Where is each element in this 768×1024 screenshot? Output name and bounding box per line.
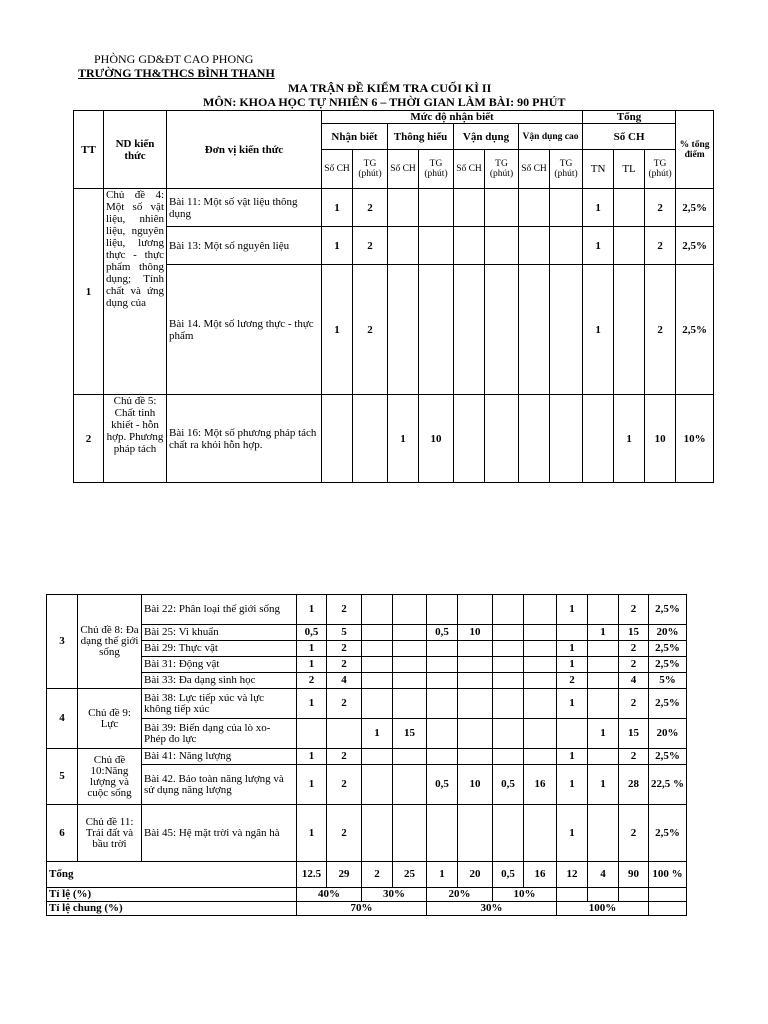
cell [458, 673, 493, 689]
department-name: PHÒNG GD&ĐT CAO PHONG [94, 52, 254, 66]
cell [614, 227, 645, 265]
cell [519, 265, 550, 395]
cell [419, 265, 454, 395]
cell [362, 673, 393, 689]
cell: 1 [322, 265, 353, 395]
cell: 40% [297, 888, 362, 902]
total-row [47, 862, 687, 888]
cell [362, 765, 393, 805]
unit-name: Bài 25: Vi khuẩn [142, 625, 297, 641]
cell [519, 395, 550, 483]
cell [362, 625, 393, 641]
cell: 28 [619, 765, 649, 805]
cell: 1 [583, 265, 614, 395]
unit-name: Bài 14. Một số lương thực - thực phẩm [167, 265, 322, 395]
cell [362, 657, 393, 673]
cell: 15 [619, 719, 649, 749]
cell [388, 265, 419, 395]
cell: 4 [619, 673, 649, 689]
cell [550, 227, 583, 265]
table-row [47, 719, 687, 749]
cell: 2,5% [649, 805, 687, 862]
school-name: TRƯỜNG TH&THCS BÌNH THANH [78, 66, 275, 80]
cell [614, 265, 645, 395]
cell [649, 888, 687, 902]
cell: 1 [557, 641, 588, 657]
cell: 10% [676, 395, 714, 483]
cell: 2,5% [649, 657, 687, 673]
cell: 100% [557, 902, 649, 916]
cell: 2,5% [676, 265, 714, 395]
cell: 1 [583, 189, 614, 227]
cell [524, 805, 557, 862]
cell [393, 673, 427, 689]
cell: 1 [614, 395, 645, 483]
col-thong-hieu: Thông hiểu [388, 124, 454, 150]
col-nd: ND kiến thức [104, 111, 167, 189]
table-row [74, 189, 714, 227]
cell: 2 [645, 265, 676, 395]
topic-number: 5 [47, 749, 78, 805]
table-row [47, 625, 687, 641]
cell [493, 689, 524, 719]
cell [427, 749, 458, 765]
cell [427, 641, 458, 657]
cell: 15 [393, 719, 427, 749]
cell [458, 657, 493, 673]
table-row [47, 595, 687, 625]
cell [419, 227, 454, 265]
cell [458, 805, 493, 862]
unit-name: Bài 33: Đa dạng sinh học [142, 673, 297, 689]
matrix-table-part1 [73, 110, 714, 483]
unit-name: Bài 42. Bảo toàn năng lượng và sử dụng năng lượng [142, 765, 297, 805]
cell: 2 [327, 805, 362, 862]
cell [362, 749, 393, 765]
cell [550, 395, 583, 483]
cell: 1 [297, 749, 327, 765]
topic-name: Chủ đề 10:Năng lượng và cuộc sống [78, 749, 142, 805]
topic-number: 6 [47, 805, 78, 862]
unit-name: Bài 38: Lực tiếp xúc và lực không tiếp xúc [142, 689, 297, 719]
cell [485, 189, 519, 227]
cell: 2 [353, 189, 388, 227]
topic-name: Chủ đề 11: Trái đất và bầu trời [78, 805, 142, 862]
cell: 1 [297, 595, 327, 625]
sub-tg: TG (phút) [645, 150, 676, 189]
cell: 1 [297, 689, 327, 719]
cell [454, 395, 485, 483]
table-row [74, 227, 714, 265]
cell: 2,5% [649, 749, 687, 765]
table-row [74, 265, 714, 395]
cell [427, 657, 458, 673]
cell [493, 625, 524, 641]
cell [427, 719, 458, 749]
cell [519, 189, 550, 227]
cell [588, 689, 619, 719]
col-van-dung-cao: Vận dụng cao [519, 124, 583, 150]
cell [550, 189, 583, 227]
unit-name: Bài 29: Thực vật [142, 641, 297, 657]
cell: 0,5 [493, 862, 524, 888]
cell [393, 657, 427, 673]
cell: 1 [557, 689, 588, 719]
cell [557, 888, 588, 902]
cell: 0,5 [297, 625, 327, 641]
cell: 10 [645, 395, 676, 483]
cell: 15 [619, 625, 649, 641]
col-nhan-biet: Nhận biết [322, 124, 388, 150]
cell [458, 595, 493, 625]
table-row [47, 805, 687, 862]
cell [588, 805, 619, 862]
cell [485, 227, 519, 265]
cell [524, 673, 557, 689]
cell [524, 625, 557, 641]
cell [458, 749, 493, 765]
cell [427, 805, 458, 862]
cell [362, 689, 393, 719]
cell: 2,5% [676, 227, 714, 265]
unit-name: Bài 16: Một số phương pháp tách chất ra khỏi hỗn hợp. [167, 395, 322, 483]
col-so-ch-group: Số CH [583, 124, 676, 150]
table-row [47, 673, 687, 689]
cell [327, 719, 362, 749]
cell [557, 625, 588, 641]
cell: 10% [493, 888, 557, 902]
cell [588, 657, 619, 673]
table-row [47, 641, 687, 657]
cell: 1 [583, 227, 614, 265]
cell [493, 719, 524, 749]
cell: 1 [322, 227, 353, 265]
total-label: Tổng [47, 862, 297, 888]
cell: 2,5% [676, 189, 714, 227]
cell [388, 189, 419, 227]
table-row [47, 657, 687, 673]
cell: 2,5% [649, 641, 687, 657]
cell [393, 749, 427, 765]
cell [493, 641, 524, 657]
col-tong: Tổng [583, 111, 676, 124]
cell: 29 [327, 862, 362, 888]
cell [493, 749, 524, 765]
cell [493, 657, 524, 673]
cell: 2 [362, 862, 393, 888]
cell: 2 [619, 641, 649, 657]
cell [524, 641, 557, 657]
cell: 30% [362, 888, 427, 902]
unit-name: Bài 13: Một số nguyên liệu [167, 227, 322, 265]
col-muc-do: Mức độ nhận biết [322, 111, 583, 124]
cell: 20% [649, 719, 687, 749]
cell [362, 805, 393, 862]
cell [588, 673, 619, 689]
cell: 12 [557, 862, 588, 888]
cell: 90 [619, 862, 649, 888]
cell [427, 689, 458, 719]
unit-name: Bài 31: Động vật [142, 657, 297, 673]
cell [493, 595, 524, 625]
doc-subtitle: MÔN: KHOA HỌC TỰ NHIÊN 6 – THỜI GIAN LÀM BÀI: 90 PHÚT [203, 95, 566, 109]
cell [393, 805, 427, 862]
cell: 25 [393, 862, 427, 888]
doc-title: MA TRẬN ĐỀ KIỂM TRA CUỐI KÌ II [288, 81, 492, 95]
cell [454, 265, 485, 395]
cell: 16 [524, 765, 557, 805]
topic-number: 1 [74, 189, 104, 395]
cell [649, 902, 687, 916]
cell: 1 [588, 625, 619, 641]
cell [393, 689, 427, 719]
cell: 20% [427, 888, 493, 902]
sub-tn: TN [583, 150, 614, 189]
cell [458, 719, 493, 749]
cell: 0,5 [427, 765, 458, 805]
cell: 2 [353, 265, 388, 395]
cell: 2 [327, 689, 362, 719]
cell [524, 689, 557, 719]
topic-name: Chủ đề 4: Một số vật liệu, nhiên liệu, nguyên liệu, lương thực - thực phẩm thông dụng; Tính chất và ứng dụng của [104, 189, 167, 395]
table-row [47, 749, 687, 765]
cell: 4 [588, 862, 619, 888]
topic-number: 3 [47, 595, 78, 689]
cell: 0,5 [493, 765, 524, 805]
cell: 10 [458, 625, 493, 641]
ratio-label: Tỉ lệ (%) [47, 888, 297, 902]
table-row [47, 689, 687, 719]
cell [297, 719, 327, 749]
cell [588, 749, 619, 765]
cell [458, 689, 493, 719]
cell: 2 [353, 227, 388, 265]
sub-tg: TG (phút) [485, 150, 519, 189]
col-van-dung: Vận dụng [454, 124, 519, 150]
cell: 4 [327, 673, 362, 689]
cell [519, 227, 550, 265]
cell: 2,5% [649, 689, 687, 719]
cell [427, 673, 458, 689]
cell [393, 595, 427, 625]
common-ratio-row [47, 902, 687, 916]
table-row [74, 395, 714, 483]
cell [393, 625, 427, 641]
cell: 2 [297, 673, 327, 689]
cell: 100 % [649, 862, 687, 888]
cell [454, 189, 485, 227]
cell [493, 673, 524, 689]
cell: 2 [327, 657, 362, 673]
cell: 1 [588, 719, 619, 749]
cell: 5 [327, 625, 362, 641]
cell [393, 641, 427, 657]
cell [427, 595, 458, 625]
cell: 2 [619, 595, 649, 625]
cell [588, 641, 619, 657]
cell: 2 [327, 749, 362, 765]
cell: 5% [649, 673, 687, 689]
cell: 1 [297, 641, 327, 657]
cell: 1 [362, 719, 393, 749]
ratio-row [47, 888, 687, 902]
cell: 2 [645, 189, 676, 227]
cell: 2 [557, 673, 588, 689]
cell: 1 [557, 765, 588, 805]
cell [557, 719, 588, 749]
cell [524, 595, 557, 625]
common-ratio-label: Tỉ lệ chung (%) [47, 902, 297, 916]
sub-tg: TG (phút) [550, 150, 583, 189]
cell: 10 [419, 395, 454, 483]
cell: 1 [588, 765, 619, 805]
cell: 1 [297, 805, 327, 862]
cell [614, 189, 645, 227]
sub-so-ch: Số CH [519, 150, 550, 189]
cell: 1 [297, 765, 327, 805]
cell [493, 805, 524, 862]
cell [550, 265, 583, 395]
unit-name: Bài 22: Phân loại thế giới sống [142, 595, 297, 625]
cell [619, 888, 649, 902]
cell [524, 657, 557, 673]
cell: 2 [619, 689, 649, 719]
sub-so-ch: Số CH [322, 150, 353, 189]
cell: 22,5 % [649, 765, 687, 805]
cell [524, 749, 557, 765]
cell: 1 [557, 749, 588, 765]
cell [393, 765, 427, 805]
cell [419, 189, 454, 227]
unit-name: Bài 41: Năng lượng [142, 749, 297, 765]
cell [388, 227, 419, 265]
cell: 2 [645, 227, 676, 265]
topic-number: 2 [74, 395, 104, 483]
cell [362, 595, 393, 625]
cell: 1 [557, 805, 588, 862]
unit-name: Bài 11: Một số vật liệu thông dụng [167, 189, 322, 227]
cell: 16 [524, 862, 557, 888]
cell: 2,5% [649, 595, 687, 625]
cell: 20% [649, 625, 687, 641]
cell: 2 [327, 765, 362, 805]
cell: 2 [619, 749, 649, 765]
sub-so-ch: Số CH [388, 150, 419, 189]
topic-name: Chủ đề 8: Đa dạng thế giới sống [78, 595, 142, 689]
cell [362, 641, 393, 657]
cell: 1 [427, 862, 458, 888]
col-tt: TT [74, 111, 104, 189]
cell [583, 395, 614, 483]
cell [353, 395, 388, 483]
cell: 20 [458, 862, 493, 888]
sub-so-ch: Số CH [454, 150, 485, 189]
cell [485, 395, 519, 483]
col-don-vi: Đơn vị kiến thức [167, 111, 322, 189]
unit-name: Bài 39: Biến dạng của lò xo- Phép đo lực [142, 719, 297, 749]
sub-tg: TG (phút) [353, 150, 388, 189]
cell: 1 [388, 395, 419, 483]
cell: 1 [557, 595, 588, 625]
cell [588, 888, 619, 902]
cell: 1 [557, 657, 588, 673]
cell [458, 641, 493, 657]
cell [588, 595, 619, 625]
cell: 2 [327, 641, 362, 657]
cell: 2 [327, 595, 362, 625]
matrix-table-part2 [46, 594, 687, 916]
unit-name: Bài 45: Hệ mặt trời và ngân hà [142, 805, 297, 862]
cell: 30% [427, 902, 557, 916]
cell: 1 [322, 189, 353, 227]
sub-tl: TL [614, 150, 645, 189]
cell: 2 [619, 657, 649, 673]
cell [485, 265, 519, 395]
topic-name: Chủ đề 9: Lực [78, 689, 142, 749]
cell: 10 [458, 765, 493, 805]
cell: 0,5 [427, 625, 458, 641]
cell: 1 [297, 657, 327, 673]
cell: 2 [619, 805, 649, 862]
topic-name: Chủ đề 5: Chất tinh khiết - hỗn hợp. Phương pháp tách [104, 395, 167, 483]
cell: 12.5 [297, 862, 327, 888]
cell: 70% [297, 902, 427, 916]
sub-tg: TG (phút) [419, 150, 454, 189]
topic-number: 4 [47, 689, 78, 749]
cell [454, 227, 485, 265]
col-pct: % tổng điểm [676, 111, 714, 189]
cell [322, 395, 353, 483]
table-row [47, 765, 687, 805]
cell [524, 719, 557, 749]
